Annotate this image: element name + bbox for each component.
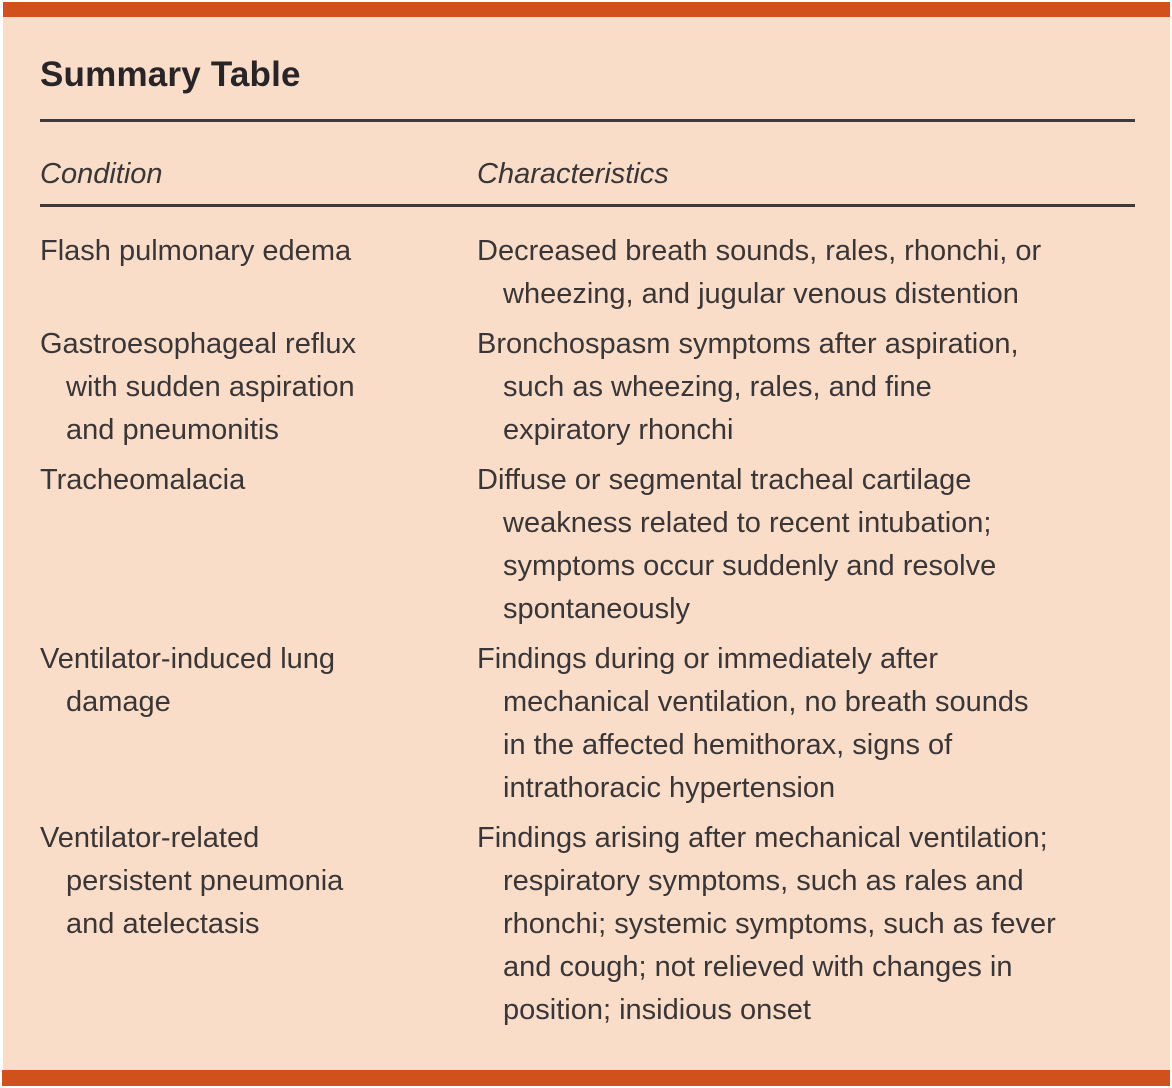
figure-title: Summary Table: [40, 55, 301, 94]
top-accent-bar: [3, 2, 1170, 17]
column-header-condition: Condition: [40, 158, 163, 190]
header-divider: [40, 204, 1135, 207]
condition-cell: Ventilator-related persistent pneumonia and atelectasis: [40, 822, 344, 940]
condition-cell: Flash pulmonary edema: [40, 235, 352, 267]
table-row: [40, 817, 1135, 1032]
column-header-characteristics: Characteristics: [477, 158, 669, 190]
bottom-accent-bar: [2, 1070, 1170, 1086]
table-body: [40, 230, 1135, 1032]
table-content-area: [3, 17, 1170, 1070]
condition-cell: Ventilator-induced lung damage: [40, 643, 336, 718]
characteristics-cell: Diffuse or segmental tracheal cartilage weakness related to recent intubation; symptoms occur suddenly and resolve spontaneously: [477, 464, 997, 625]
condition-cell: Gastroesophageal reflux with sudden aspiration and pneumonitis: [40, 328, 356, 446]
title-divider: [40, 119, 1135, 122]
table-header-row: [40, 153, 1135, 196]
characteristics-cell: Findings arising after mechanical ventilation; respiratory symptoms, such as rales and rhonchi; systemic symptoms, such as fever and cough; not relieved with changes in position; insidious onset: [477, 822, 1056, 1026]
condition-cell: Tracheomalacia: [40, 464, 246, 496]
characteristics-cell: Findings during or immediately after mechanical ventilation, no breath sounds in the affected hemithorax, signs of intrathoracic hypertension: [477, 643, 1029, 804]
table-row: [40, 459, 1135, 631]
table-row: [40, 323, 1135, 452]
table-row: [40, 230, 1135, 316]
characteristics-cell: Bronchospasm symptoms after aspiration, such as wheezing, rales, and fine expiratory rhonchi: [477, 328, 1019, 446]
table-row: [40, 638, 1135, 810]
characteristics-cell: Decreased breath sounds, rales, rhonchi, or wheezing, and jugular venous distention: [477, 235, 1042, 310]
